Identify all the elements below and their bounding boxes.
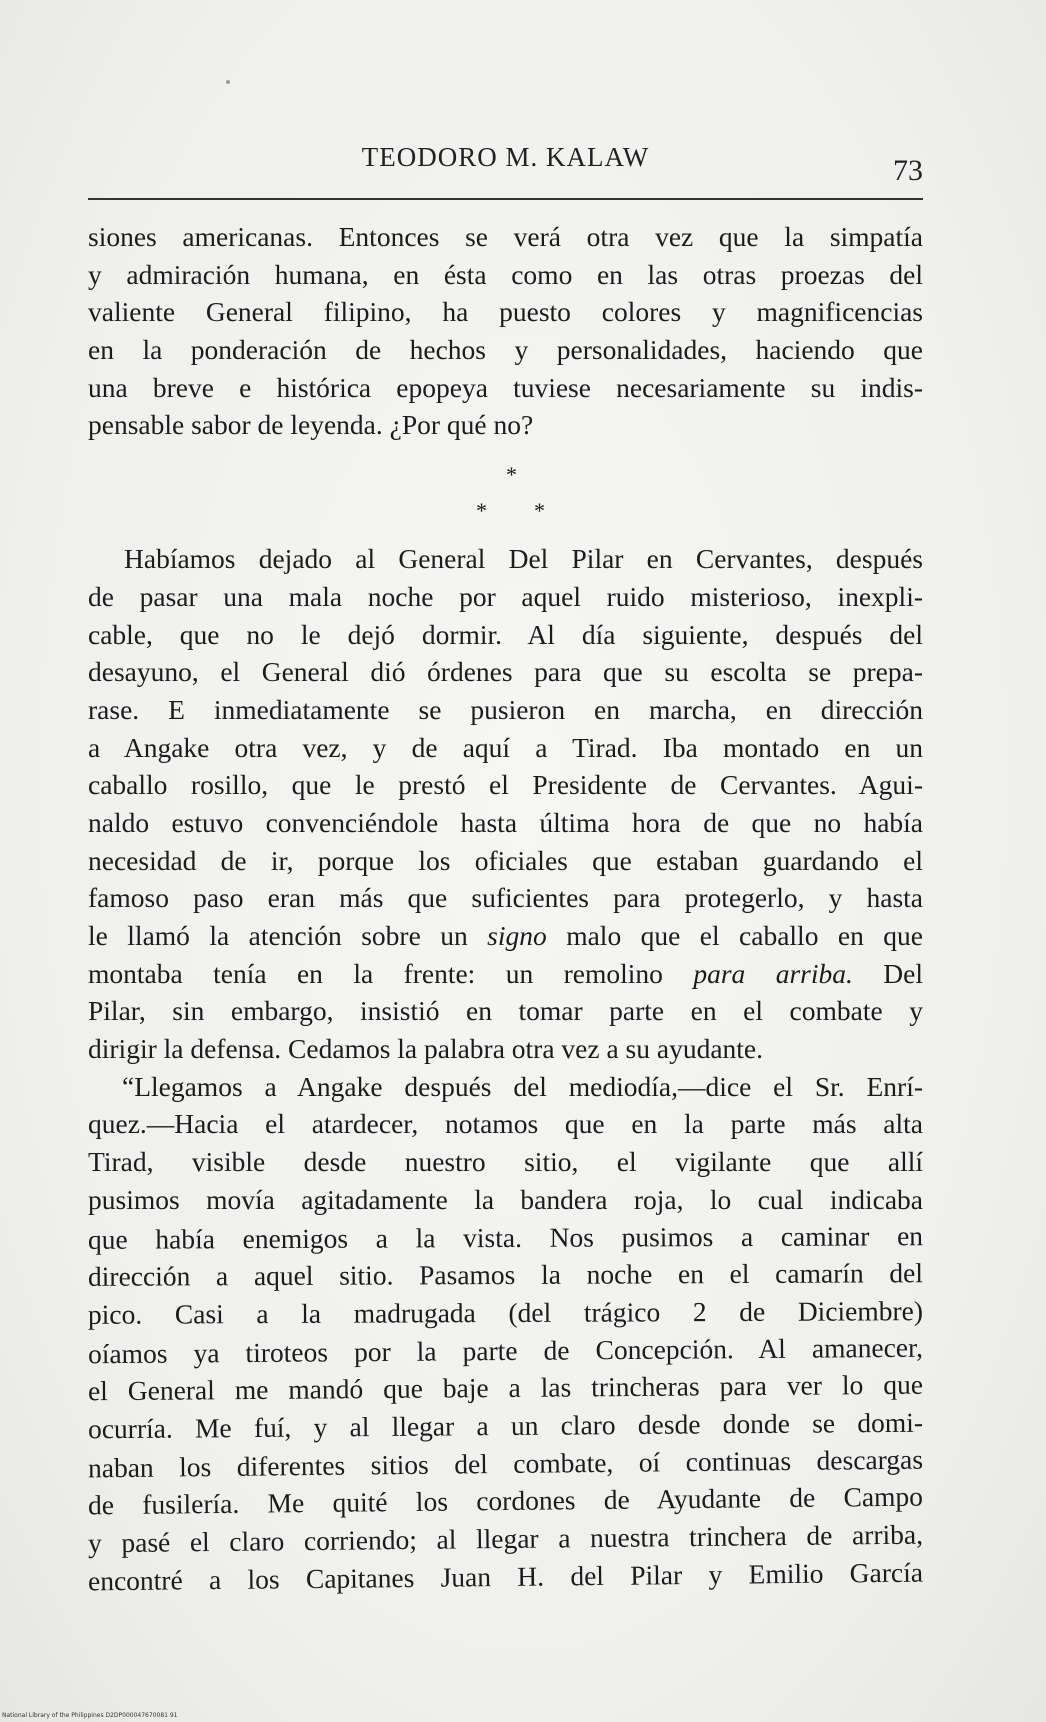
text-line: rase. E inmediatamente se pusieron en marcha, en dirección	[88, 693, 923, 725]
text-line: ocurría. Me fuí, y al llegar a un claro desde donde se domi-	[87, 1406, 924, 1445]
text-run: malo que el caballo en que	[546, 920, 923, 951]
text-line: necesidad de ir, porque los oficiales que estaban guardando el	[88, 844, 923, 876]
scan-footer-note: National Library of the Philippines D2DP000047670081 91	[2, 1712, 178, 1719]
text-line: y pasé el claro corriendo; al llegar a nuestra trinchera de arriba,	[87, 1518, 924, 1559]
page-number: 73	[893, 154, 923, 187]
paragraph-1	[88, 218, 923, 444]
text-line: “Llegamos a Angake después del mediodía,—dice el Sr. Enrí-	[122, 1070, 923, 1102]
text-line: pensable sabor de leyenda. ¿Por qué no?	[88, 409, 534, 441]
text-line: a Angake otra vez, y de aquí a Tirad. Iba montado en un	[88, 731, 923, 763]
text-line: Pilar, sin embargo, insistió en tomar parte en el combate y	[88, 995, 923, 1027]
text-line: de fusilería. Me quité los cordones de Ayudante de Campo	[87, 1480, 924, 1521]
text-run: montaba tenía en la frente: un remolino	[88, 957, 694, 989]
text-line: dirección a aquel sitio. Pasamos la noche en el camarín del	[87, 1257, 924, 1293]
italic-word: signo	[487, 920, 547, 951]
text-line: famoso paso eran más que suficientes para protegerlo, y hasta	[88, 882, 923, 914]
text-line: y admiración humana, en ésta como en las otras proezas del	[88, 258, 923, 290]
text-line: siones americanas. Entonces se verá otra vez que la simpatía	[88, 221, 923, 252]
header-rule	[88, 198, 923, 200]
text-line: naban los diferentes sitios del combate, oí continuas descargas	[87, 1443, 924, 1483]
text-line: Tirad, visible desde nuestro sitio, el vigilante que allí	[88, 1146, 923, 1178]
page-header	[88, 142, 923, 192]
text-line: oíamos ya tiroteos por la parte de Concepción. Al amanecer,	[87, 1331, 924, 1369]
paragraph-3	[88, 1068, 923, 1596]
asterisk: *	[476, 498, 487, 524]
text-run: le llamó la atención sobre un	[88, 920, 488, 951]
asterisk: *	[534, 498, 545, 524]
section-break	[88, 444, 923, 540]
paper-speck	[226, 80, 230, 84]
text-line: de pasar una mala noche por aquel ruido misterioso, inexpli-	[88, 580, 923, 612]
text-line: pusimos movía agitadamente la bandera roja, lo cual indicaba	[88, 1183, 923, 1215]
text-line: el General me mandó que baje a las trincheras para ver lo que	[87, 1368, 924, 1407]
text-line: naldo estuvo convenciéndole hasta última hora de que no había	[88, 806, 923, 838]
text-line: una breve e histórica epopeya tuviese necesariamente su indis-	[88, 371, 923, 403]
text-line: que había enemigos a la vista. Nos pusimos a caminar en	[87, 1219, 924, 1255]
asterisk: *	[506, 462, 517, 488]
text-line: quez.—Hacia el atardecer, notamos que en la parte más alta	[88, 1108, 923, 1140]
text-line: cable, que no le dejó dormir. Al día siguiente, después del	[88, 618, 923, 650]
text-line: pico. Casi a la madrugada (del trágico 2 de Diciembre)	[87, 1295, 924, 1330]
text-line: desayuno, el General dió órdenes para que su escolta se prepa-	[88, 656, 923, 688]
italic-word: para arriba.	[693, 957, 853, 989]
running-head: TEODORO M. KALAW	[361, 142, 650, 172]
body-text	[88, 218, 923, 1595]
text-line-with-italic	[88, 955, 923, 993]
text-line: valiente General filipino, ha puesto colores y magnificencias	[88, 296, 923, 328]
text-line: Habíamos dejado al General Del Pilar en Cervantes, después	[124, 543, 923, 575]
text-line: en la ponderación de hechos y personalidades, haciendo que	[88, 334, 923, 366]
text-line: encontré a los Capitanes Juan H. del Pilar y Emilio García	[87, 1556, 924, 1597]
text-line: dirigir la defensa. Cedamos la palabra otra vez a su ayudante.	[88, 1033, 763, 1065]
text-line: caballo rosillo, que le prestó el Presidente de Cervantes. Agui-	[88, 769, 923, 801]
text-run: Del	[852, 957, 923, 989]
text-line-with-italic	[88, 917, 923, 955]
paragraph-2	[88, 540, 923, 1068]
